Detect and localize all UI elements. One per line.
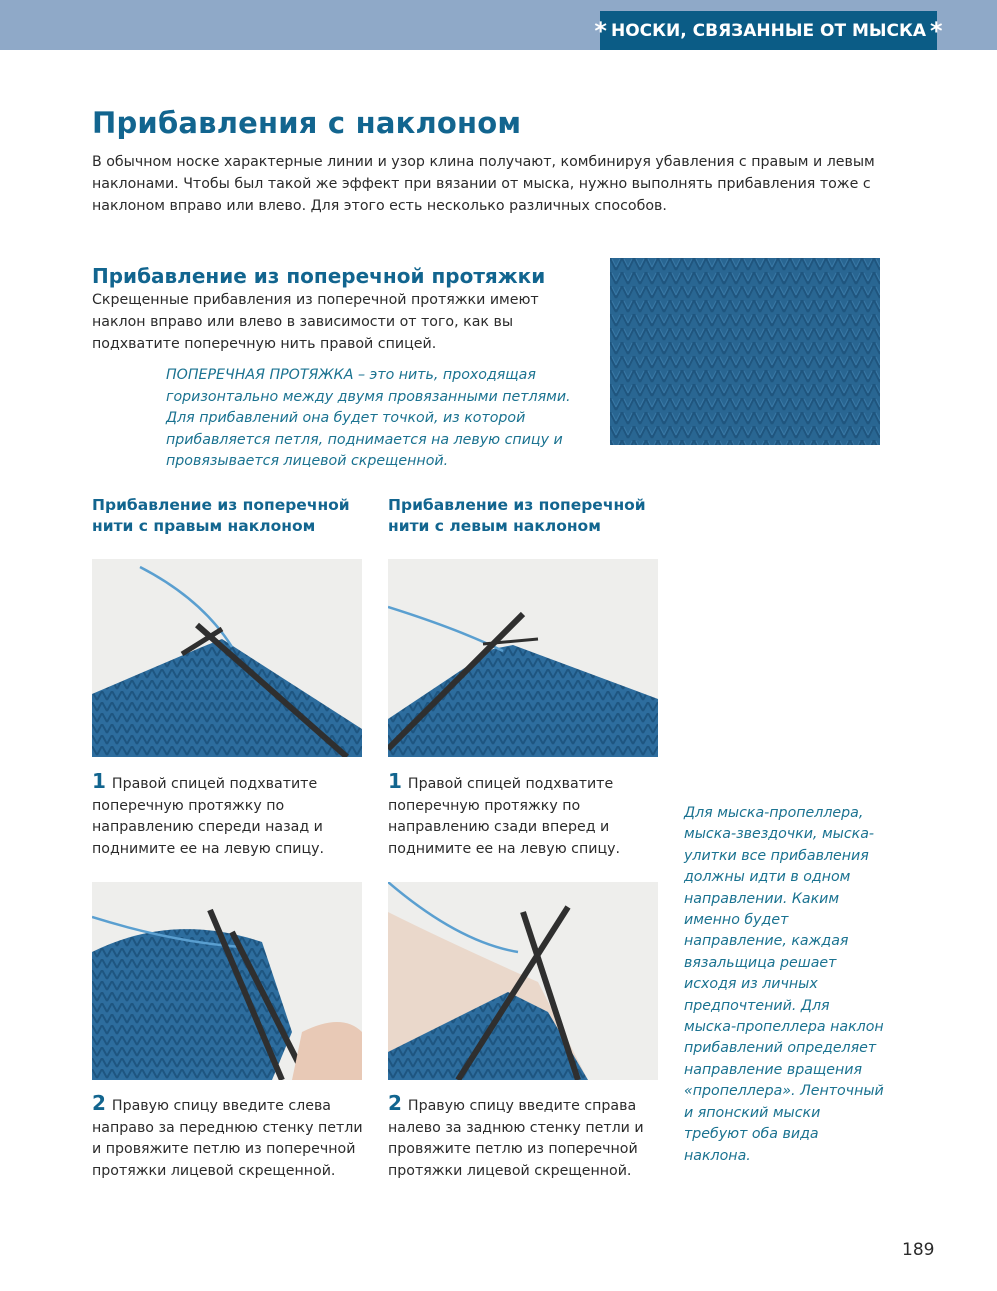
step-description: Правую спицу введите слева направо за переднюю стенку петли и провяжите петлю из поперечной протяжки лицевой скрещенной. [92, 1098, 363, 1179]
chapter-title: НОСКИ, СВЯЗАННЫЕ ОТ МЫСКА [610, 20, 927, 41]
side-note: Для мыска-пропеллера, мыска-звездочки, мыска-улитки все прибавления должны идти в одном направлении. Каким именно будет направление, каждая вязальщица решает исходя из личных предпочтений. Для мыска-пропеллера наклон прибавлений определяет направление вращения «пропеллера». Ленточный и японский мыски требуют оба вида наклона. [684, 805, 884, 1164]
step-text [92, 1093, 367, 1182]
star-icon: * [930, 16, 943, 45]
step-text [388, 771, 663, 860]
step-photo-right-slant-1 [92, 559, 362, 757]
step-description: Правой спицей подхватите поперечную протяжку по направлению спереди назад и поднимите ее на левую спицу. [92, 776, 325, 857]
step-description: Правой спицей подхватите поперечную протяжку по направлению сзади вперед и поднимите ее на левую спицу. [388, 776, 621, 857]
step-description: Правую спицу введите справа налево за заднюю стенку петли и провяжите петлю из поперечной протяжки лицевой скрещенной. [388, 1098, 644, 1179]
page-number: 189 [902, 1240, 935, 1260]
column-right-title: Прибавление из поперечной нити с левым наклоном [388, 496, 646, 535]
knit-swatch-photo [610, 258, 880, 445]
definition-note: ПОПЕРЕЧНАЯ ПРОТЯЖКА – это нить, проходящая горизонтально между двумя провязанными петлями. Для прибавлений она будет точкой, из которой прибавляется петля, поднимается на левую спицу и провязывается лицевой скрещенной. [166, 367, 571, 469]
step-photo-right-slant-2 [92, 882, 362, 1080]
step-text [92, 771, 367, 860]
column-left-title: Прибавление из поперечной нити с правым наклоном [92, 496, 350, 535]
step-number: 2 [388, 1091, 402, 1115]
step-text [388, 1093, 663, 1182]
step-number: 2 [92, 1091, 106, 1115]
section-title: Прибавление из поперечной протяжки [92, 264, 546, 288]
step-number: 1 [388, 769, 402, 793]
section-text: Скрещенные прибавления из поперечной протяжки имеют наклон вправо или влево в зависимости от того, как вы подхватите поперечную нить правой спицей. [92, 292, 539, 352]
step-photo-left-slant-1 [388, 559, 658, 757]
page-title: Прибавления с наклоном [92, 106, 522, 140]
step-photo-left-slant-2 [388, 882, 658, 1080]
intro-paragraph: В обычном носке характерные линии и узор клина получают, комбинируя убавления с правым и левым наклонами. Чтобы был такой же эффект при вязании от мыска, нужно выполнять прибавления тоже с наклоном вправо или влево. Для этого есть несколько различных способов. [92, 154, 875, 214]
star-icon: * [594, 16, 607, 45]
step-number: 1 [92, 769, 106, 793]
chapter-banner [594, 11, 943, 50]
